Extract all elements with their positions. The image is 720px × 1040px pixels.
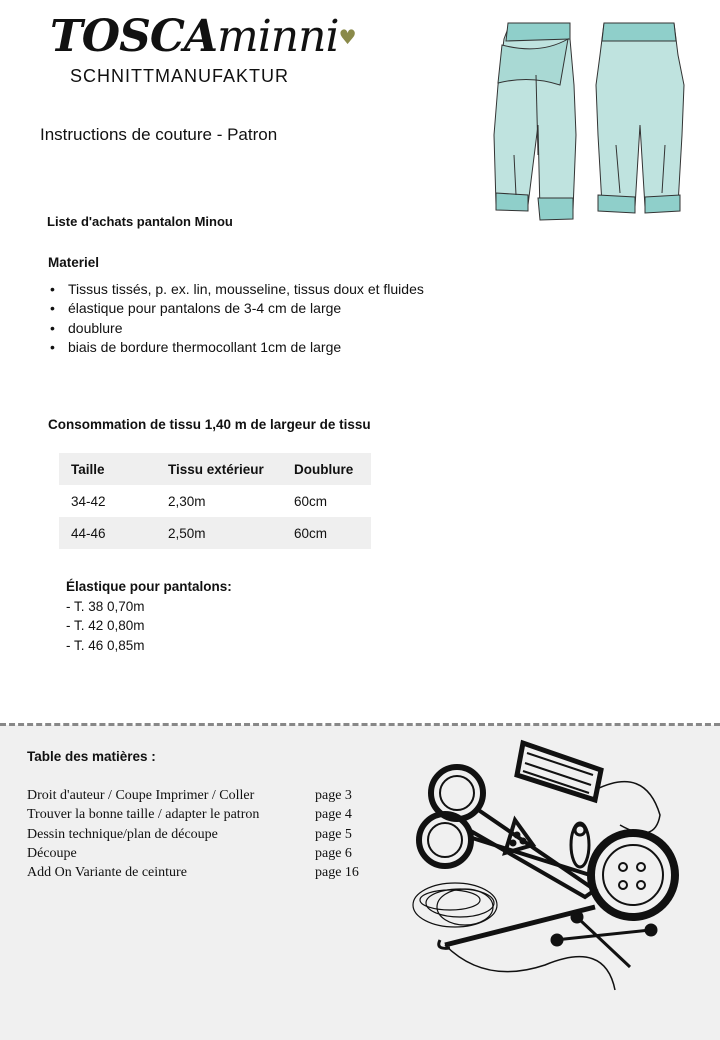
- table-cell: 44-46: [71, 525, 106, 541]
- table-cell: 60cm: [294, 493, 328, 509]
- header-outer-fabric: Tissu extérieur: [168, 461, 264, 477]
- toc-item: [27, 844, 372, 863]
- toc-item: [27, 805, 372, 824]
- fabric-consumption-title: Consommation de tissu 1,40 m de largeur de tissu: [48, 417, 371, 432]
- toc-label: Add On Variante de ceinture: [27, 865, 187, 881]
- list-item: • biais de bordure thermocollant 1cm de large: [48, 338, 424, 357]
- thread-spool-icon: [517, 743, 660, 833]
- toc-label: Trouver la bonne taille / adapter le patron: [27, 807, 260, 823]
- dashed-divider: [0, 723, 720, 726]
- toc-item: [27, 825, 372, 844]
- toc-item: [27, 786, 372, 805]
- table-row: [59, 485, 371, 517]
- elastic-section: [66, 577, 232, 655]
- yarn-tangle-icon: [413, 883, 497, 927]
- list-item: • doublure: [48, 319, 424, 338]
- pants-illustration: [480, 15, 695, 225]
- list-item: • élastique pour pantalons de 3-4 cm de large: [48, 299, 424, 318]
- list-item: - T. 38 0,70m: [66, 598, 145, 614]
- pants-back-view: [596, 23, 684, 213]
- materials-list: [48, 280, 424, 357]
- table-of-contents: [27, 786, 372, 882]
- table-row: [59, 517, 371, 549]
- toc-page: page 6: [315, 845, 352, 861]
- logo-caps: TOSCA: [50, 11, 218, 62]
- button-icon: [591, 833, 675, 917]
- toc-label: Dessin technique/plan de découpe: [27, 826, 218, 842]
- logo-wordmark: [50, 11, 356, 62]
- table-header-row: [59, 453, 371, 485]
- toc-page: page 5: [315, 826, 352, 842]
- shopping-list-title: Liste d'achats pantalon Minou: [47, 214, 233, 229]
- sewing-tools-illustration: [405, 735, 680, 1005]
- toc-label: Découpe: [27, 845, 77, 861]
- elastic-title: Élastique pour pantalons:: [66, 579, 232, 594]
- toc-page: page 4: [315, 807, 352, 823]
- table-cell: 60cm: [294, 525, 328, 541]
- table-cell: 2,50m: [168, 525, 206, 541]
- needle-icon: [439, 907, 615, 990]
- list-item: - T. 42 0,80m: [66, 618, 145, 633]
- logo-script: minni: [217, 11, 339, 62]
- list-item: • Tissus tissés, p. ex. lin, mousseline, tissus doux et fluides: [48, 280, 424, 299]
- fabric-table: [59, 453, 371, 549]
- materials-title: Materiel: [48, 255, 100, 270]
- document-title: Instructions de couture - Patron: [40, 125, 278, 144]
- safety-pin-icon: [571, 823, 589, 867]
- toc-page: page 16: [315, 865, 359, 881]
- header-lining: Doublure: [294, 461, 354, 477]
- list-item: - T. 46 0,85m: [66, 637, 145, 653]
- logo-subtitle: SCHNITTMANUFAKTUR: [70, 66, 289, 86]
- header-size: Taille: [71, 461, 105, 477]
- toc-item: [27, 863, 372, 882]
- toc-page: page 3: [315, 788, 352, 803]
- heart-icon: ♥: [338, 25, 356, 49]
- toc-label: Droit d'auteur / Coupe Imprimer / Coller: [27, 788, 255, 803]
- table-cell: 2,30m: [168, 493, 206, 509]
- pants-front-view: [494, 23, 576, 220]
- table-cell: 34-42: [71, 493, 106, 509]
- toc-title: Table des matières :: [27, 749, 156, 764]
- brand-logo: [50, 11, 356, 102]
